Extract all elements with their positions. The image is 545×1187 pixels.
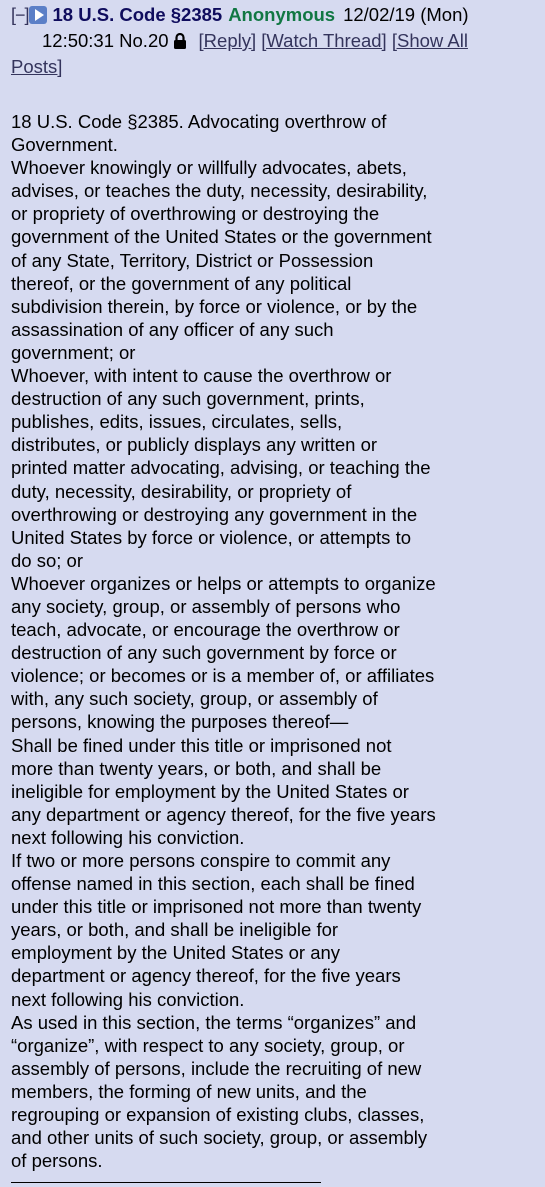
body-line: Whoever knowingly or willfully advocates, abets, <box>11 157 407 179</box>
body-line: teach, advocate, or encourage the overthrow or <box>11 619 400 641</box>
body-line: thereof, or the government of any political <box>11 272 352 294</box>
body-line: or propriety of overthrowing or destroying the <box>11 203 380 225</box>
body-line: As used in this section, the terms “organizes” and <box>11 1011 417 1033</box>
post-date: 12/02/19 (Mon) <box>343 4 469 25</box>
body-line: printed matter advocating, advising, or teaching the <box>11 457 431 479</box>
body-line: publishes, edits, issues, circulates, sells, <box>11 411 343 433</box>
post-header-line2 <box>11 28 536 54</box>
body-line: employment by the United States or any <box>11 942 341 964</box>
body-line: If two or more persons conspire to commit any <box>11 850 391 871</box>
body-line: more than twenty years, or both, and shall be <box>11 757 382 779</box>
body-line: advises, or teaches the duty, necessity, desirability, <box>11 180 428 202</box>
post-subject: 18 U.S. Code §2385 <box>52 4 223 25</box>
post-number[interactable]: No.20 <box>119 30 169 51</box>
poster-name: Anonymous <box>228 4 336 25</box>
body-line: of persons. <box>11 1150 103 1172</box>
body-line: assassination of any officer of any such <box>11 318 334 340</box>
play-icon[interactable] <box>29 6 47 24</box>
reply-link[interactable]: [Reply] <box>198 30 257 51</box>
body-line: Government. <box>11 134 118 156</box>
body-line: ineligible for employment by the United States or <box>11 780 409 802</box>
body-line: duty, necessity, desirability, or propriety of <box>11 480 352 502</box>
show-all-posts-link-cont[interactable]: Posts] <box>11 56 63 77</box>
body-line: under this title or imprisoned not more than twenty <box>11 896 422 918</box>
body-line: any society, group, or assembly of persons who <box>11 595 401 617</box>
lock-icon <box>173 33 187 49</box>
body-line: do so; or <box>11 549 83 571</box>
body-line: next following his conviction. <box>11 988 245 1010</box>
body-line: distributes, or publicly displays any written or <box>11 434 378 456</box>
post-time: 12:50:31 <box>42 30 115 51</box>
post-header-line3 <box>11 54 536 80</box>
show-all-posts-link[interactable]: [Show All <box>391 30 468 51</box>
body-line: United States by force or violence, or attempts to <box>11 526 411 548</box>
body-line: assembly of persons, include the recruiting of new <box>11 1057 422 1079</box>
signature-rule <box>11 1182 321 1183</box>
body-line: any department or agency thereof, for the five years <box>11 803 436 825</box>
body-line: subdivision therein, by force or violence, or by the <box>11 295 418 317</box>
body-line: government of the United States or the government <box>11 226 432 248</box>
body-line: violence; or becomes or is a member of, or affiliates <box>11 665 435 687</box>
body-line: offense named in this section, each shall be fined <box>11 873 415 895</box>
body-line: overthrowing or destroying any government in the <box>11 503 418 525</box>
body-line: and other units of such society, group, or assembly <box>11 1127 428 1149</box>
post-header <box>11 2 536 28</box>
body-line: department or agency thereof, for the five years <box>11 965 401 987</box>
body-line: destruction of any such government by force or <box>11 642 397 664</box>
body-line: persons, knowing the purposes thereof— <box>11 711 349 733</box>
body-line: 18 U.S. Code §2385. Advocating overthrow of <box>11 111 387 132</box>
body-line: Shall be fined under this title or imprisoned not <box>11 734 392 756</box>
body-line: with, any such society, group, or assembly of <box>11 688 378 710</box>
post-body <box>11 110 536 1172</box>
body-line: years, or both, and shall be ineligible for <box>11 919 339 941</box>
body-line: regrouping or expansion of existing clubs, classes, <box>11 1104 425 1126</box>
body-line: next following his conviction. <box>11 826 245 848</box>
body-line: of any State, Territory, District or Possession <box>11 249 374 271</box>
body-line: Whoever organizes or helps or attempts to organize <box>11 572 436 594</box>
watch-thread-link[interactable]: [Watch Thread] <box>261 30 387 51</box>
body-line: Whoever, with intent to cause the overthrow or <box>11 365 392 387</box>
hide-post-toggle[interactable]: [−] <box>11 5 29 25</box>
body-line: destruction of any such government, prints, <box>11 388 365 410</box>
body-line: government; or <box>11 341 136 363</box>
body-line: members, the forming of new units, and the <box>11 1080 367 1102</box>
body-line: “organize”, with respect to any society, group, or <box>11 1034 405 1056</box>
